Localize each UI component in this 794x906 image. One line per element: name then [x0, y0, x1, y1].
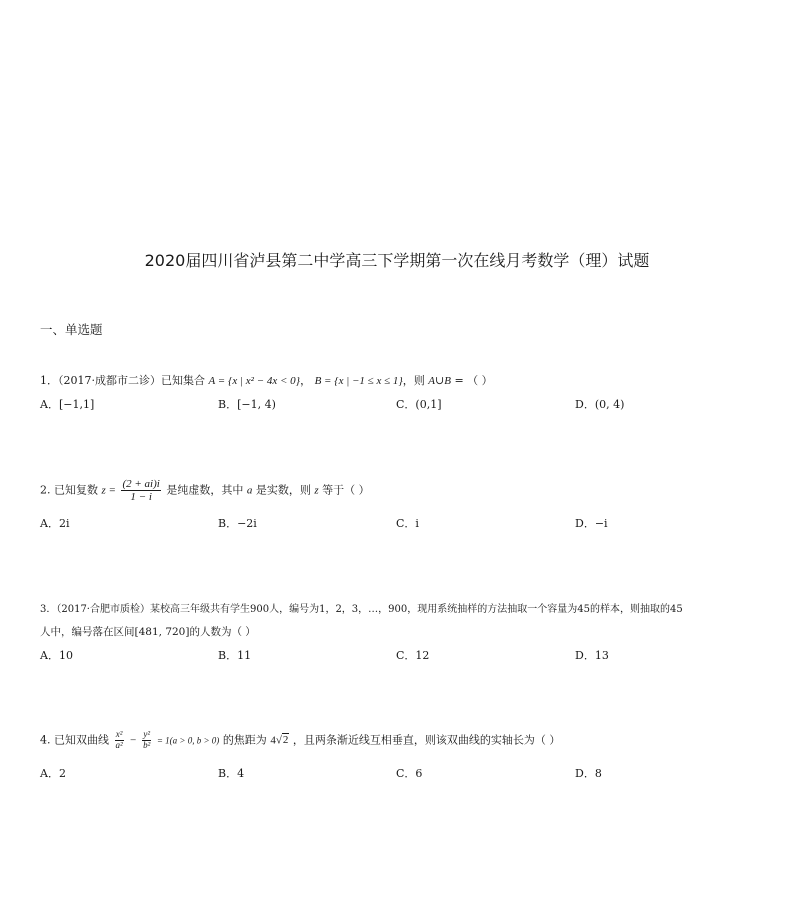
question-2-middle2: 是实数，则: [255, 483, 311, 497]
y-denominator: b²: [143, 739, 151, 750]
then-text: ，则: [402, 374, 425, 387]
q1-option-b: B．[−1, 4): [218, 398, 276, 411]
q2-option-b: B．−2i: [218, 517, 257, 530]
x-denominator: a²: [115, 739, 123, 750]
set-a: A = {x | x² − 4x < 0}: [208, 375, 301, 387]
question-1-prefix: 1．（2017·成都市二诊）已知集合: [40, 374, 205, 387]
q3-option-c: C．12: [396, 649, 430, 662]
root-value: 2: [282, 734, 289, 747]
set-b: B = {x | −1 ≤ x ≤ 1}: [314, 375, 403, 387]
minus-sign: −: [129, 734, 137, 747]
question-1-end: = （ ）: [450, 374, 493, 387]
q1-option-d: D．(0, 4): [575, 398, 625, 411]
y-numerator: y²: [143, 729, 151, 739]
document-title: 2020届四川省泸县第二中学高三下学期第一次在线月考数学（理）试题: [144, 251, 650, 270]
q3-option-d: D．13: [575, 649, 609, 662]
q4-option-a: A．2: [40, 767, 66, 780]
question-4: [40, 730, 560, 751]
question-4-prefix: 4. 已知双曲线: [40, 733, 109, 747]
fraction-denominator: 1 − i: [130, 491, 152, 504]
z-equals: z =: [101, 484, 116, 497]
union-expression: A∪B: [428, 375, 451, 387]
question-4-end: ，且两条渐近线互相垂直，则该双曲线的实轴长为（ ）: [292, 733, 561, 747]
question-2-end: 等于（ ）: [322, 483, 370, 497]
q4-option-b: B．4: [218, 767, 245, 780]
fraction-numerator: (2 + ai)i: [122, 478, 160, 490]
focal-value: 4: [270, 734, 276, 747]
question-3-line-2: 人中，编号落在区间[481, 720]的人数为（ ）: [40, 626, 256, 638]
q3-option-b: B．11: [218, 649, 252, 662]
separator: ，: [300, 374, 312, 387]
q1-option-c: C．(0,1]: [396, 398, 442, 411]
section-heading: 一、单选题: [40, 322, 103, 337]
variable-z: z: [314, 484, 319, 497]
question-1: [40, 372, 493, 388]
variable-a: a: [246, 484, 253, 497]
y-fraction: [142, 730, 151, 751]
q4-option-d: D．8: [575, 767, 602, 780]
q2-option-c: C．i: [396, 517, 419, 530]
x-fraction: [115, 730, 124, 751]
sqrt-icon: √: [275, 734, 282, 747]
x-numerator: x²: [115, 729, 123, 739]
q2-option-a: A．2i: [40, 517, 70, 530]
question-2-prefix: 2. 已知复数: [40, 483, 98, 497]
q4-option-c: C．6: [396, 767, 423, 780]
question-3-line-1: 3．（2017·合肥市质检）某校高三年级共有学生900人，编号为1，2，3，…，900，现用系统抽样的方法抽取一个容量为45的样本，则抽取的45: [40, 604, 683, 615]
q1-option-a: A．[−1,1]: [40, 398, 95, 411]
q3-option-a: A．10: [40, 649, 73, 662]
question-4-mid: 的焦距为: [222, 733, 267, 747]
complex-fraction: [121, 478, 160, 503]
question-2-middle: 是纯虚数，其中: [166, 483, 244, 497]
question-2: [40, 478, 370, 503]
condition: = 1(a > 0, b > 0): [156, 735, 220, 746]
q2-option-d: D．−i: [575, 517, 608, 530]
